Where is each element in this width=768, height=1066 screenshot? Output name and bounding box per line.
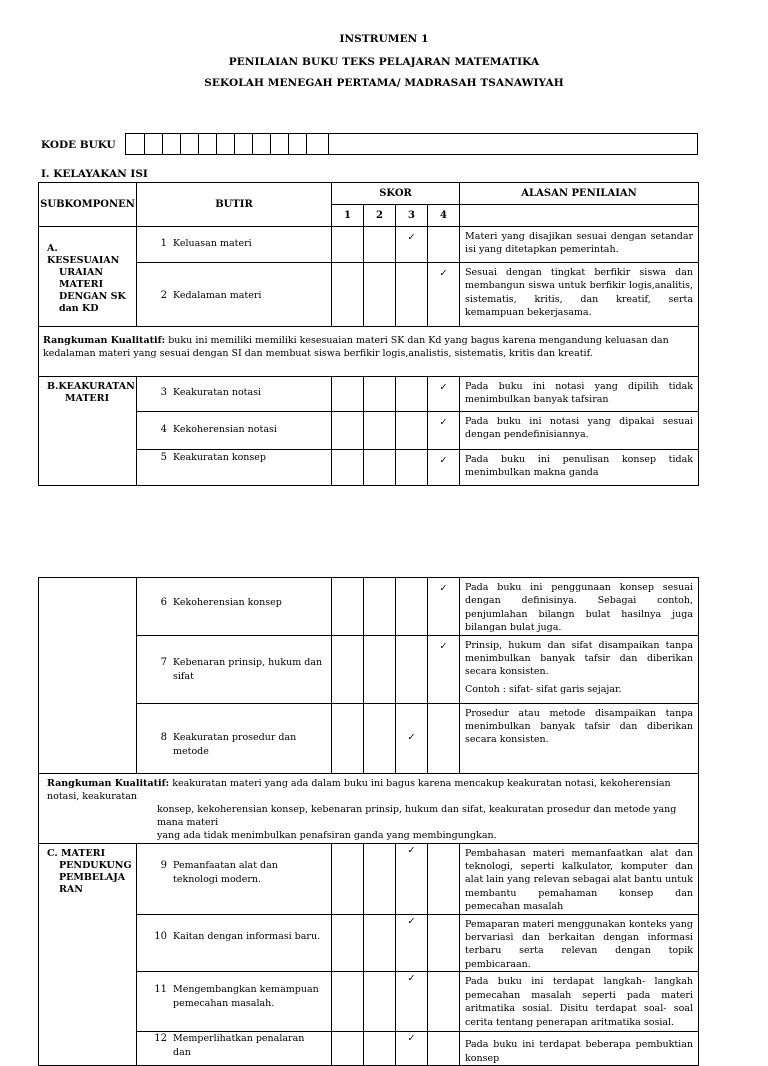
butir-number: 10 (154, 930, 167, 942)
alasan-cell: Pada buku ini terdapat beberapa pembuktian konsep (460, 1032, 699, 1066)
alasan-text: Prinsip, hukum dan sifat disampaikan tanpa menimbulkan banyak tafsir dan diberikan secara konsisten. (465, 639, 693, 678)
score-3-cell[interactable] (396, 843, 428, 914)
rangkuman-kualitatif-a (39, 327, 699, 377)
subkomponen-a (39, 227, 137, 327)
butir-number: 9 (160, 859, 167, 871)
butir-cell (137, 843, 332, 914)
score-3-cell[interactable] (396, 635, 428, 703)
score-3-cell[interactable] (396, 227, 428, 263)
butir-label: Keakuratan konsep (173, 452, 267, 463)
checkmark-icon: ✓ (407, 232, 416, 243)
alasan-cell: Materi yang disajikan sesuai dengan setandar isi yang ditetapkan pemerintah. (460, 227, 699, 263)
sub-a-line4: DENGAN SK (59, 291, 126, 302)
butir-label: Keakuratan notasi (173, 387, 262, 398)
butir-label: Keluasan materi (173, 238, 252, 249)
butir-number: 6 (160, 597, 167, 608)
score-2-cell[interactable] (364, 412, 396, 450)
header-alasan: ALASAN PENILAIAN (460, 183, 699, 205)
alasan-cell: Prosedur atau metode disampaikan tanpa menimbulkan banyak tafsir dan diberikan secara konsisten. (460, 703, 699, 773)
score-2-cell[interactable] (364, 227, 396, 263)
score-2-cell[interactable] (364, 635, 396, 703)
sub-a-line1: A. KESESUAIAN (47, 243, 120, 266)
score-1-cell[interactable] (332, 843, 364, 914)
assessment-table-page1 (38, 182, 699, 486)
alasan-cell: Pada buku ini penulisan konsep tidak menimbulkan makna ganda (460, 450, 699, 486)
score-1-cell[interactable] (332, 412, 364, 450)
score-3-cell[interactable] (396, 578, 428, 636)
butir-number: 3 (160, 387, 167, 398)
butir-label: Kebenaran prinsip, hukum dan sifat (173, 656, 323, 682)
score-2-cell[interactable] (364, 450, 396, 486)
sub-c-line1: C. MATERI (47, 847, 106, 859)
kode-cell[interactable] (198, 134, 217, 154)
alasan-cell: Sesuai dengan tingkat berfikir siswa dan membangun siswa untuk berfikir logis,analitis, sistematis, kritis, dan kreatif, serta kemampuan bekerjasama. (460, 263, 699, 327)
checkmark-icon: ✓ (439, 455, 448, 466)
butir-number: 1 (160, 238, 167, 249)
alasan-cell: Pemaparan materi menggunakan konteks yang bervariasi dan berkaitan dengan informasi terbaru serta relevan dengan topik pembicaraan. (460, 914, 699, 972)
doc-title-line3: SEKOLAH MENEGAH PERTAMA/ MADRASAH TSANAWIYAH (204, 77, 564, 89)
score-4-cell[interactable] (428, 377, 460, 412)
kode-cell[interactable] (288, 134, 307, 154)
alasan-example: Contoh : sifat- sifat garis sejajar. (465, 683, 622, 695)
score-1-cell[interactable] (332, 578, 364, 636)
header-subkomponen: SUBKOMPONEN (39, 183, 137, 227)
butir-number: 12 (154, 1033, 167, 1045)
subkomponen-b (39, 377, 137, 486)
score-4-cell[interactable] (428, 843, 460, 914)
score-2-cell[interactable] (364, 578, 396, 636)
doc-title-line1: INSTRUMEN 1 (339, 33, 429, 45)
score-4-cell[interactable] (428, 635, 460, 703)
score-4-cell[interactable] (428, 914, 460, 972)
score-4-cell[interactable] (428, 578, 460, 636)
checkmark-icon: ✓ (407, 732, 416, 744)
rangkuman-label: Rangkuman Kualitatif: (43, 335, 166, 346)
checkmark-icon: ✓ (407, 1033, 416, 1045)
checkmark-icon: ✓ (439, 583, 448, 594)
butir-cell (137, 578, 332, 636)
butir-number: 8 (160, 731, 167, 743)
checkmark-icon: ✓ (439, 640, 448, 652)
score-3-cell[interactable] (396, 377, 428, 412)
butir-label: Pemanfaatan alat dan teknologi modern. (173, 859, 278, 885)
score-4-cell[interactable] (428, 1032, 460, 1066)
score-4-cell[interactable] (428, 703, 460, 773)
sub-b-line2: MATERI (65, 393, 110, 404)
score-2-cell[interactable] (364, 914, 396, 972)
kode-buku-label: KODE BUKU (41, 139, 116, 151)
score-1-cell[interactable] (332, 972, 364, 1032)
rangkuman-text: buku ini memiliki memiliki kesesuaian materi SK dan Kd yang bagus karena mengandung keluasan dan kedalaman materi yang sesuai dengan SI dan membuat siswa berfikir logis,analistis, sistematis, kritis dan kreatif. (43, 335, 669, 359)
sub-a-line5: dan KD (59, 303, 99, 314)
alasan-cell: Pembahasan materi memanfaatkan alat dan teknologi, seperti kalkulator, komputer dan alat lain yang relevan sebagai alat bantu untuk membantu pemahaman konsep dan pemecahan masalah (460, 843, 699, 914)
score-4-cell[interactable] (428, 263, 460, 327)
sub-b-line1: B.KEAKURATAN (47, 381, 135, 392)
butir-number: 4 (160, 424, 167, 435)
header-skor: SKOR (332, 183, 460, 205)
butir-number: 5 (160, 452, 167, 463)
score-1-cell[interactable] (332, 450, 364, 486)
butir-cell (137, 412, 332, 450)
score-1-cell[interactable] (332, 635, 364, 703)
sub-a-line2: URAIAN (59, 267, 104, 278)
alasan-cell: Pada buku ini penggunaan konsep sesuai dengan definisinya. Sebagai contoh, penjumlahan bilangn bulat hasilnya juga bilangan bulat juga. (460, 578, 699, 636)
butir-cell (137, 972, 332, 1032)
score-3-cell[interactable] (396, 1032, 428, 1066)
header-butir: BUTIR (137, 183, 332, 227)
kode-cell[interactable] (216, 134, 235, 154)
score-2-cell[interactable] (364, 377, 396, 412)
alasan-cell: Pada buku ini notasi yang dipakai sesuai dengan pendefinisiannya. (460, 412, 699, 450)
butir-number: 2 (160, 290, 167, 301)
butir-label: Kedalaman materi (173, 290, 262, 301)
butir-cell (137, 914, 332, 972)
score-3-cell[interactable] (396, 412, 428, 450)
score-4-cell[interactable] (428, 227, 460, 263)
kode-buku-field[interactable] (125, 133, 698, 155)
butir-label: Mengembangkan kemampuan pemecahan masalah. (173, 984, 319, 1010)
butir-label: Kekoherensian konsep (173, 597, 282, 608)
butir-cell (137, 1032, 332, 1066)
alasan-cell: Pada buku ini notasi yang dipilih tidak menimbulkan banyak tafsiran (460, 377, 699, 412)
butir-label: Kekoherensian notasi (173, 424, 277, 435)
header-skor-4: 4 (428, 205, 460, 227)
kode-cell[interactable] (252, 134, 271, 154)
kode-cell[interactable] (180, 134, 199, 154)
butir-label: Kaitan dengan informasi baru. (173, 930, 321, 942)
kode-cell[interactable] (306, 134, 329, 154)
butir-cell (137, 703, 332, 773)
score-1-cell[interactable] (332, 914, 364, 972)
score-2-cell[interactable] (364, 843, 396, 914)
butir-cell (137, 450, 332, 486)
score-2-cell[interactable] (364, 703, 396, 773)
rangkuman-kualitatif-b (39, 773, 699, 843)
score-1-cell[interactable] (332, 227, 364, 263)
rangkuman-text-line2: konsep, kekoherensian konsep, kebenaran prinsip, hukum dan sifat, keakuratan prosedur dan metode yang mana materi (157, 803, 677, 828)
rangkuman-label: Rangkuman Kualitatif: (47, 777, 170, 789)
kode-cell[interactable] (270, 134, 289, 154)
assessment-table-page2 (38, 577, 699, 1066)
checkmark-icon: ✓ (407, 973, 416, 985)
butir-label: Keakuratan prosedur dan metode (173, 731, 297, 757)
score-1-cell[interactable] (332, 1032, 364, 1066)
header-alasan-blank (460, 205, 699, 227)
score-3-cell[interactable] (396, 450, 428, 486)
checkmark-icon: ✓ (407, 915, 416, 927)
kode-cell[interactable] (144, 134, 163, 154)
rangkuman-text-line1: keakuratan materi yang ada dalam buku ini bagus karena mencakup keakuratan notasi, kekoherensian notasi, keakuratan (47, 777, 671, 802)
score-2-cell[interactable] (364, 263, 396, 327)
kode-cell[interactable] (162, 134, 181, 154)
score-2-cell[interactable] (364, 972, 396, 1032)
subkomponen-b-continued (39, 578, 137, 774)
score-4-cell[interactable] (428, 450, 460, 486)
kode-cell[interactable] (234, 134, 253, 154)
section-title: I. KELAYAKAN ISI (41, 168, 148, 180)
header-skor-1: 1 (332, 205, 364, 227)
doc-title-line2: PENILAIAN BUKU TEKS PELAJARAN MATEMATIKA (228, 56, 540, 68)
checkmark-icon: ✓ (439, 417, 448, 428)
rangkuman-text-line3: yang ada tidak menimbulkan penafsiran ganda yang membingungkan. (157, 829, 497, 841)
score-3-cell[interactable] (396, 263, 428, 327)
butir-cell (137, 377, 332, 412)
alasan-cell: Pada buku ini terdapat langkah- langkah pemecahan masalah seperti pada materi aritmatika sosial. Disitu terdapat soal- soal cerita tentang penerapan aritmatika sosial. (460, 972, 699, 1032)
score-1-cell[interactable] (332, 263, 364, 327)
score-3-cell[interactable] (396, 703, 428, 773)
butir-number: 11 (154, 984, 167, 996)
score-4-cell[interactable] (428, 412, 460, 450)
butir-number: 7 (160, 656, 167, 668)
checkmark-icon: ✓ (407, 844, 416, 856)
score-1-cell[interactable] (332, 377, 364, 412)
alasan-cell (460, 635, 699, 703)
butir-cell (137, 635, 332, 703)
sub-c-line3: PEMBELAJA (59, 871, 126, 883)
header-skor-2: 2 (364, 205, 396, 227)
sub-a-line3: MATERI (59, 279, 104, 290)
score-3-cell[interactable] (396, 914, 428, 972)
subkomponen-c (39, 843, 137, 1065)
kode-cell[interactable] (126, 134, 145, 154)
score-2-cell[interactable] (364, 1032, 396, 1066)
checkmark-icon: ✓ (439, 382, 448, 393)
score-1-cell[interactable] (332, 703, 364, 773)
checkmark-icon: ✓ (439, 268, 448, 279)
score-4-cell[interactable] (428, 972, 460, 1032)
butir-cell (137, 263, 332, 327)
header-skor-3: 3 (396, 205, 428, 227)
butir-label: Memperlihatkan penalaran dan (173, 1033, 305, 1059)
sub-c-line2: PENDUKUNG (59, 859, 132, 871)
butir-cell (137, 227, 332, 263)
score-3-cell[interactable] (396, 972, 428, 1032)
sub-c-line4: RAN (59, 883, 83, 895)
